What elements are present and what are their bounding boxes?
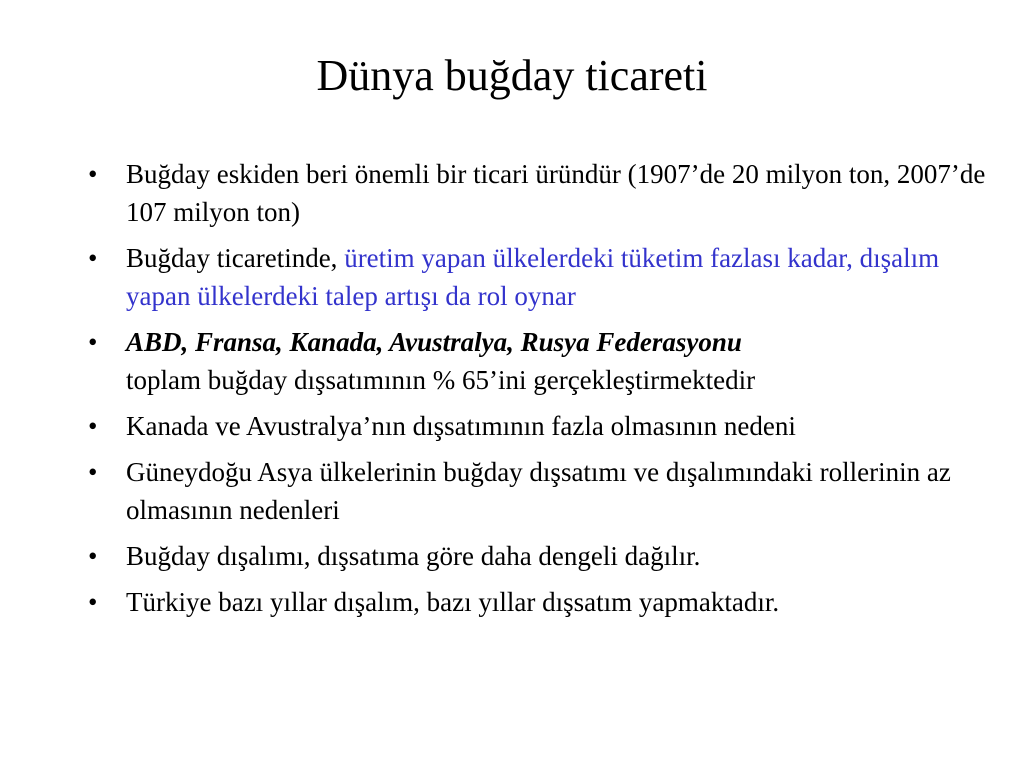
bullet-dot-icon: •: [88, 457, 98, 487]
bullet-dot-icon: •: [88, 411, 98, 441]
bullet-text: Buğday dışalımı, dışsatıma göre daha dengeli dağılır.: [126, 541, 701, 571]
bullet-dot-icon: •: [88, 541, 98, 571]
bullet-text: Kanada ve Avustralya’nın dışsatımının fazla olmasının nedeni: [126, 411, 796, 441]
bullet-item: [88, 537, 993, 575]
bullet-dot-icon: •: [88, 327, 98, 357]
bullet-text: Türkiye bazı yıllar dışalım, bazı yıllar dışsatım yapmaktadır.: [126, 587, 780, 617]
bullet-dot-icon: •: [88, 159, 98, 189]
bullet-list: [88, 155, 993, 629]
bullet-text: Güneydoğu Asya ülkelerinin buğday dışsatımı ve dışalımındaki rollerinin az olmasının nedenleri: [126, 457, 951, 525]
slide-title: Dünya buğday ticareti: [316, 51, 708, 100]
bullet-item: [88, 407, 993, 445]
bullet-dot-icon: •: [88, 587, 98, 617]
bullet-item: [88, 239, 993, 315]
bullet-text-rest: toplam buğday dışsatımının % 65’ini gerçekleştirmektedir: [126, 365, 756, 395]
bullet-item: [88, 453, 993, 529]
bullet-item: [88, 323, 993, 399]
bullet-text: Buğday eskiden beri önemli bir ticari üründür (1907’de 20 milyon ton, 2007’de 107 milyon ton): [126, 159, 986, 227]
bullet-item: [88, 583, 993, 621]
bullet-text-highlight: üretim yapan ülkelerdeki tüketim fazlası kadar, dışalım yapan ülkelerdeki talep artışı da rol oynar: [126, 243, 940, 311]
bullet-text-prefix: Buğday ticaretinde,: [126, 243, 345, 273]
bullet-text-emphasis: ABD, Fransa, Kanada, Avustralya, Rusya Federasyonu: [126, 327, 742, 357]
bullet-item: [88, 155, 993, 231]
bullet-dot-icon: •: [88, 243, 98, 273]
